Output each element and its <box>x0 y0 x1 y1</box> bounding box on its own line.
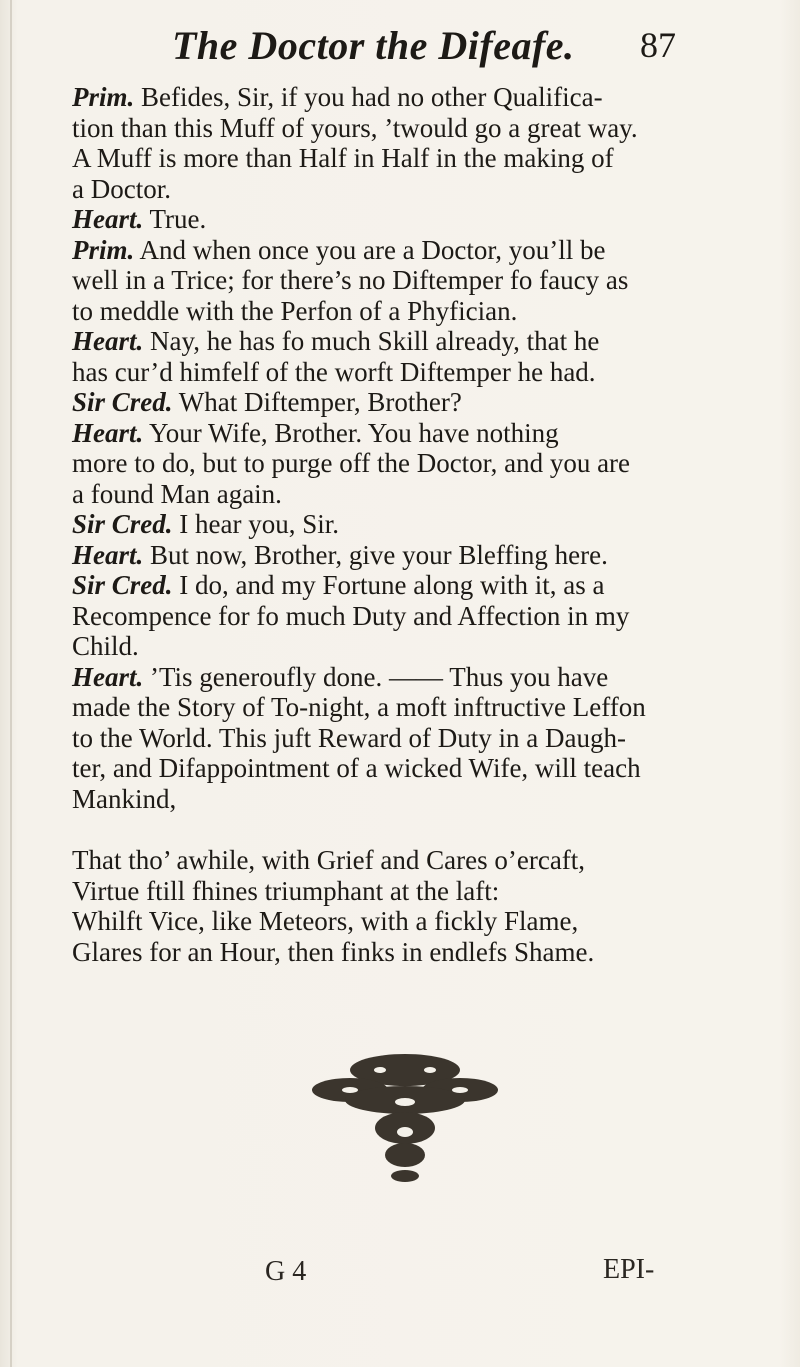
line-text: But now, Brother, give your Bleffing here. <box>143 539 608 570</box>
line-text: What Diftemper, Brother? <box>172 387 462 417</box>
text-line <box>72 479 752 510</box>
speaker-name: Heart. <box>72 661 144 692</box>
text-line <box>72 601 752 632</box>
text-line <box>72 753 752 784</box>
text-line <box>72 387 752 418</box>
text-line <box>72 296 752 327</box>
line-text: I do, and my Fortune along with it, as a <box>172 570 605 600</box>
line-text: a found Man again. <box>72 478 282 509</box>
line-text: Nay, he has fo much Skill already, that he <box>143 326 600 356</box>
text-line <box>72 662 752 693</box>
speaker-name: Heart. <box>72 417 144 448</box>
text-line <box>72 692 752 723</box>
verse-line: Whilft Vice, like Meteors, with a fickly Flame, <box>72 906 579 936</box>
closing-verse <box>72 845 752 967</box>
line-text: to meddle with the Perfon of a Phyfician. <box>72 295 518 326</box>
verse-line: Glares for an Hour, then finks in endlefs Shame. <box>72 936 595 967</box>
text-line <box>72 265 752 296</box>
page-header <box>0 14 800 70</box>
line-text: True. <box>143 204 207 234</box>
text-line <box>72 204 752 235</box>
dialogue-text <box>72 82 752 814</box>
line-text: to the World. This juft Reward of Duty in a Daugh- <box>72 722 626 753</box>
ornament-icon <box>290 1040 520 1190</box>
text-line <box>72 357 752 388</box>
text-line <box>72 509 752 540</box>
running-title: The Doctor the Difeafe. <box>172 23 575 68</box>
text-line <box>72 82 752 113</box>
line-text: well in a Trice; for there’s no Diftemper fo faucy as <box>72 265 629 295</box>
line-text: a Doctor. <box>72 173 171 204</box>
line-text: ter, and Difappointment of a wicked Wife, will teach <box>72 753 641 783</box>
speaker-name: Sir Cred. <box>72 570 173 600</box>
text-line <box>72 540 752 571</box>
line-text: Mankind, <box>72 783 177 814</box>
text-line <box>72 113 752 144</box>
text-line <box>72 631 752 662</box>
speaker-name: Prim. <box>72 234 135 265</box>
line-text: Your Wife, Brother. You have nothing <box>143 417 559 448</box>
line-text: Child. <box>72 631 139 661</box>
text-line <box>72 784 752 815</box>
speaker-name: Heart. <box>72 204 144 234</box>
verse-line: That tho’ awhile, with Grief and Cares o’ercaft, <box>72 845 586 875</box>
speaker-name: Heart. <box>72 326 144 356</box>
signature-mark: G 4 <box>265 1256 307 1287</box>
text-line <box>72 448 752 479</box>
line-text: Recompence for fo much Duty and Affection in my <box>72 600 630 631</box>
line-text: has cur’d himfelf of the worft Diftemper he had. <box>72 356 596 387</box>
text-line <box>72 326 752 357</box>
speaker-name: Sir Cred. <box>72 509 173 539</box>
speaker-name: Prim. <box>72 82 135 112</box>
line-text: made the Story of To-night, a moft inftructive Leffon <box>72 692 646 722</box>
page-number: 87 <box>640 25 676 65</box>
speaker-name: Heart. <box>72 539 144 570</box>
text-line <box>72 418 752 449</box>
text-line <box>72 143 752 174</box>
line-text: I hear you, Sir. <box>172 509 340 539</box>
line-text: more to do, but to purge off the Doctor, and you are <box>72 448 631 478</box>
verse-line: Virtue ftill fhines triumphant at the laft: <box>72 875 500 906</box>
text-line <box>72 174 752 205</box>
page-gutter <box>10 0 12 1367</box>
page-footer <box>0 1250 800 1310</box>
line-text: A Muff is more than Half in Half in the making of <box>72 143 614 173</box>
text-line <box>72 235 752 266</box>
line-text: And when once you are a Doctor, you’ll be <box>134 234 606 265</box>
line-text: ’Tis generoufly done. —— Thus you have <box>143 661 609 692</box>
line-text: Befides, Sir, if you had no other Qualifica- <box>134 82 603 112</box>
line-text: tion than this Muff of yours, ’twould go a great way. <box>72 112 638 143</box>
speaker-name: Sir Cred. <box>72 387 173 417</box>
text-line <box>72 723 752 754</box>
catchword: EPI- <box>603 1254 655 1285</box>
text-line <box>72 570 752 601</box>
